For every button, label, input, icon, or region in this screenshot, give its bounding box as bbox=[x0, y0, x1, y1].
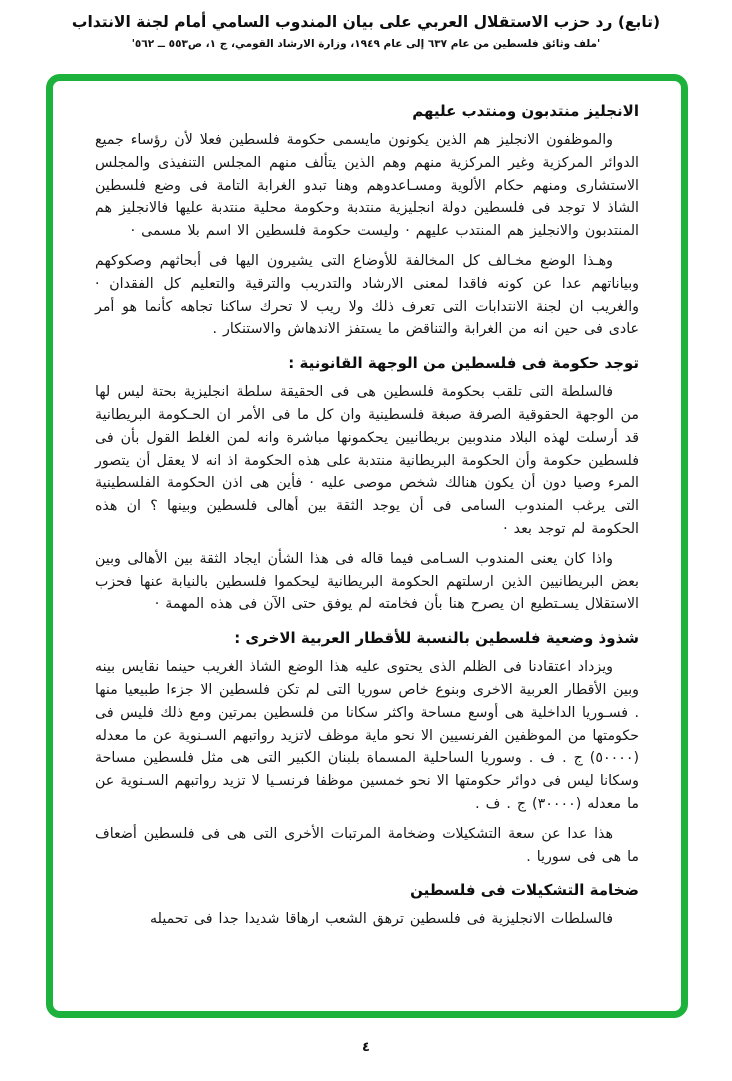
paragraph: والموظفون الانجليز هم الذين يكونون مايسمى حكومة فلسطين فعلا لأن رؤساء جميع الدوائر المركزية وغير المركزية منهم وهم الذين يتألف منهم المجلس التنفيذى والمجلس الاستشارى ومنهم حكام الألوية ومسـاعدوهم وهنا تبدو الغرابة التامة فى وضع فلسطين الشاذ لا توجد فى فلسطين دولة انجليزية منتدبة وحكومة محلية منتدبة عليها فالانجليز هم المنتدبون والانجليز هم المنتدب عليهم · وليست حكومة فلسطين الا اسم بلا مسمى · bbox=[95, 132, 639, 240]
green-highlight-frame bbox=[46, 74, 688, 1018]
document-source-citation: 'ملف وثائق فلسطين من عام ٦٣٧ إلى عام ١٩٤٩، وزارة الارشاد القومي، ج ١، ص٥٥٣ ــ ٥٦٢' bbox=[131, 38, 601, 50]
paragraph: هذا عدا عن سعة التشكيلات وضخامة المرتبات الأخرى التى هى فى فلسطين أضعاف ما هى فى سوريا . bbox=[95, 825, 639, 865]
document-header bbox=[0, 0, 732, 50]
section-heading: شذوذ وضعية فلسطين بالنسبة للأقطار العربية الاخرى : bbox=[234, 629, 639, 648]
paragraph: فالسلطة التى تلقب بحكومة فلسطين هى فى الحقيقة سلطة انجليزية بحتة ليس لها من الوجهة الحقوقية الصرفة صبغة فلسطينية وان كل ما فى الأمر ان الحـكومة البريطانية قد أرسلت لهذه البلاد مندوبين بريطانيين يحكمونها مباشرة وانه لمن الغلط القول بأن فى فلسطين حكومة وأن الحكومة البريطانية منتدبة على هذه الحكومة اذ انه لا يعقل أن يتصور المرء وصيا دون أن يكون هنالك شخص موصى عليه · فأين هى اذن الحكومة الفلسطينية التى يرغب المندوب السامى فى أن يوجد الثقة بين أهالى فلسطين وبينها ؟ ان هذه الحكومة لم توجد بعد · bbox=[95, 384, 639, 537]
paragraph: وهـذا الوضع مخـالف كل المخالفة للأوضاع التى يشيرون اليها فى أبحاثهم وصكوكهم وبياناتهم عدا عن كونه فاقدا لمعنى الارشاد والتدريب والترقية والتعليم كل الفقدان · والغريب ان لجنة الانتدابات التى تعرف ذلك ولا ريب لا تحرك ساكنا تجاهه كأنما هو أمر عادى فى حين انه من الغرابة والتناقض ما يستفز الاندهاش والاستنكار . bbox=[95, 252, 639, 338]
paragraph: ويزداد اعتقادنا فى الظلم الذى يحتوى عليه هذا الوضع الشاذ الغريب حينما نقايس بينه وبين الأقطار العربية الاخرى وبنوع خاص سوريا التى لم تكن فلسطين الا جزءا طبيعيا منها . فسـوريا الداخلية هى أوسع مساحة واكثر سكانا من فلسطين بمرتين ومع ذلك فليس فى حكومتها من الموظفين الفرنسيين الا نحو ماية موظف لاتزيد رواتبهم السـنوية عن ما معدله (٥٠٠٠٠) ج . ف . وسوريا الساحلية المسماة بلبنان الكبير التى هى مثل فلسطين مساحة وسكانا ليس فى دوائر حكومتها الا نحو خمسين موظفا فرنسـيا لا تزيد رواتبهم السـنوية عن ما معدله (٣٠٠٠٠) ج . ف . bbox=[95, 659, 639, 812]
section-heading: ضخامة التشكيلات فى فلسطين bbox=[410, 881, 639, 900]
paragraph: واذا كان يعنى المندوب السـامى فيما قاله فى هذا الشأن ايجاد الثقة بين الأهالى وبين بعض البريطانيين الذين ارسلتهم الحكومة البريطانية ليحكموا فلسطين بالنيابة عنها فحزب الاستقلال يسـتطيع ان يصرح هنا بأن فخامته لم يوفق حتى الآن فى هذه المهمة · bbox=[95, 550, 639, 613]
section-heading: توجد حكومة فى فلسطين من الوجهة القانونية : bbox=[288, 354, 639, 373]
section-heading: الانجليز منتدبون ومنتدب عليهم bbox=[412, 102, 639, 120]
document-title: (تابع) رد حزب الاستقلال العربي على بيان المندوب السامي أمام لجنة الانتداب bbox=[71, 13, 661, 31]
page-number: ٤ bbox=[362, 1040, 370, 1055]
paragraph: فالسلطات الانجليزية فى فلسطين ترهق الشعب ارهاقا شديدا جدا فى تحميله bbox=[150, 911, 613, 928]
